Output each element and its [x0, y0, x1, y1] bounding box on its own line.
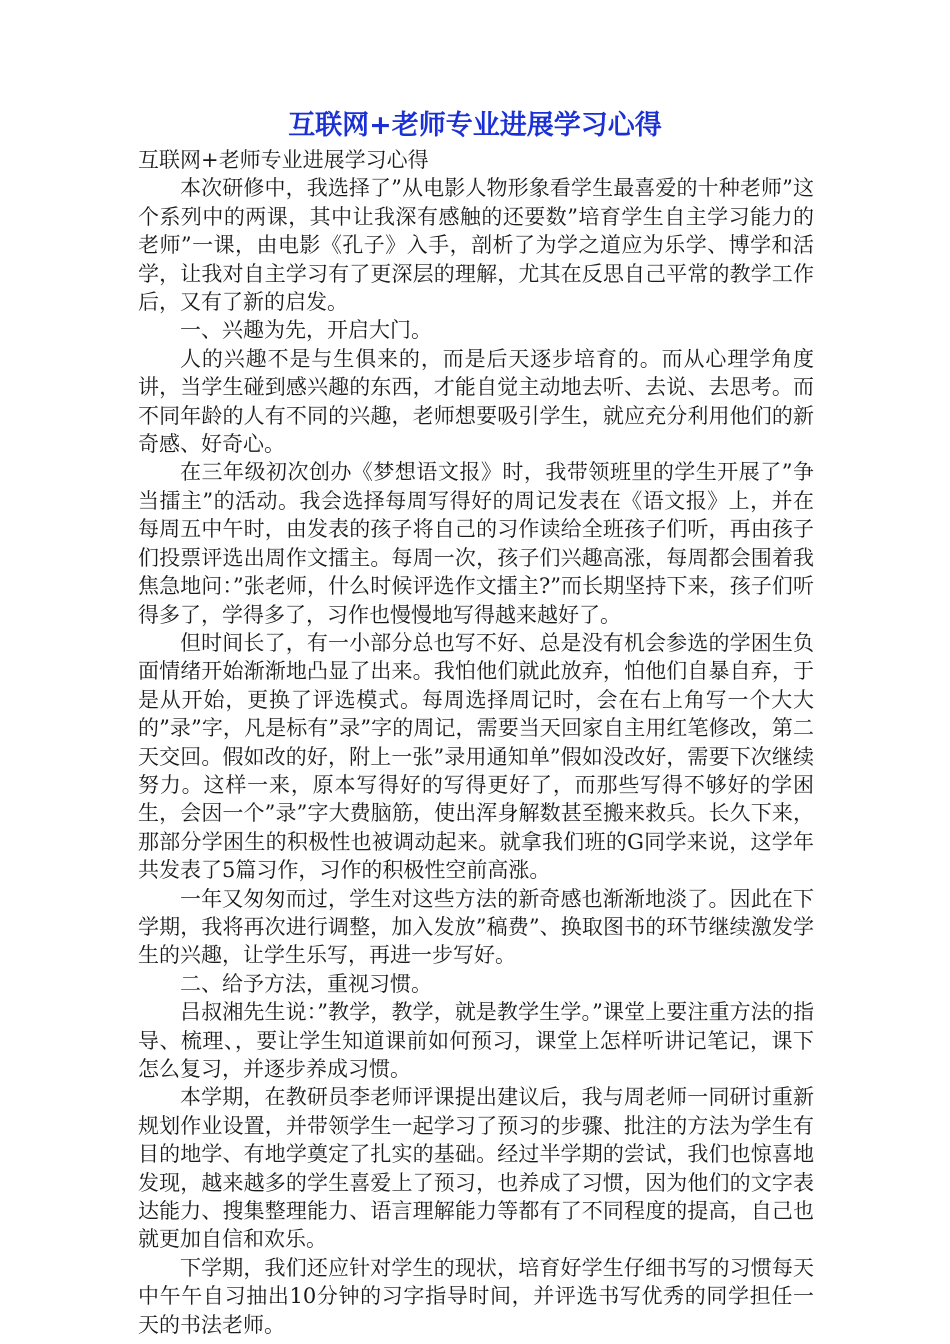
paragraph-intro: 本次研修中，我选择了”从电影人物形象看学生最喜爱的十种老师”这个系列中的两课，其中让我深有感触的还要数”培育学生自主学习能力的老师”一课，由电影《孔子》入手，剖析了为学之道应为乐学、博学和活学，让我对自主学习有了更深层的理解，尤其在反思自己平常的教学工作后，又有了新的启发。: [138, 176, 814, 315]
document-title: 互联网+老师专业进展学习心得: [288, 110, 662, 141]
section-heading-interest: 一、兴趣为先，开启大门。: [180, 318, 432, 343]
paragraph-quote: 吕叔湘先生说：”教学，教学，就是教学生学。”课堂上要注重方法的指导、梳理、，要让学生知道课前如何预习，课堂上怎样听讲记笔记，课下怎么复习，并逐步养成习惯。: [138, 1000, 814, 1081]
paragraph-this-term: 本学期，在教研员李老师评课提出建议后，我与周老师一同研讨重新规划作业设置，并带领学生一起学习了预习的步骤、批注的方法为学生有目的地学、有地学奠定了扎实的基础。经过半学期的尝试，我们也惊喜地发现，越来越多的学生喜爱上了预习，也养成了习惯，因为他们的文字表达能力、搜集整理能力、语言理解能力等都有了不同程度的提高，自己也就更加自信和欢乐。: [138, 1085, 814, 1252]
paragraph-next-term: 一年又匆匆而过，学生对这些方法的新奇感也渐渐地淡了。因此在下学期，我将再次进行调整，加入发放”稿费”、换取图书的环节继续激发学生的兴趣，让学生乐写，再进一步写好。: [138, 886, 814, 968]
paragraph-newspaper: 在三年级初次创办《梦想语文报》时，我带领班里的学生开展了”争当擂主”的活动。我会选择每周写得好的周记发表在《语文报》上，并在每周五中午时，由发表的孩子将自己的习作读给全班孩子们听，再由孩子们投票评选出周作文擂主。每周一次，孩子们兴趣高涨，每周都会围着我焦急地问：”张老师，什么时候评选作文擂主?”而长期坚持下来，孩子们听得多了，学得多了，习作也慢慢地写得越来越好了。: [138, 460, 814, 627]
document-body: [138, 146, 814, 1339]
paragraph-interest: 人的兴趣不是与生俱来的，而是后天逐步培育的。而从心理学角度讲，当学生碰到感兴趣的东西，才能自觉主动地去听、去说、去思考。而不同年龄的人有不同的兴趣，老师想要吸引学生，就应充分利用他们的新奇感、好奇心。: [138, 346, 814, 457]
paragraph-handwriting: 下学期，我们还应针对学生的现状，培育好学生仔细书写的习惯每天中午午自习抽出10分钟的习字指导时间，并评选书写优秀的同学担任一天的书法老师。: [138, 1255, 814, 1337]
section-heading-methods: 二、给予方法，重视习惯。: [180, 971, 432, 996]
paragraph-struggling-students: 但时间长了，有一小部分总也写不好、总是没有机会参选的学困生负面情绪开始渐渐地凸显了出来。我怕他们就此放弃，怕他们自暴自弃，于是从开始，更换了评选模式。每周选择周记时，会在右上角写一个大大的”录”字，凡是标有”录”字的周记，需要当天回家自主用红笔修改，第二天交回。假如改的好，附上一张”录用通知单”假如没改好，需要下次继续努力。这样一来，原本写得好的写得更好了，而那些写得不够好的学困生，会因一个”录”字大费脑筋，使出浑身解数甚至搬来救兵。长久下来，那部分学困生的积极性也被调动起来。就拿我们班的G同学来说，这学年共发表了5篇习作，习作的积极性空前高涨。: [138, 630, 814, 883]
paragraph-subtitle: 互联网+老师专业进展学习心得: [138, 148, 429, 172]
